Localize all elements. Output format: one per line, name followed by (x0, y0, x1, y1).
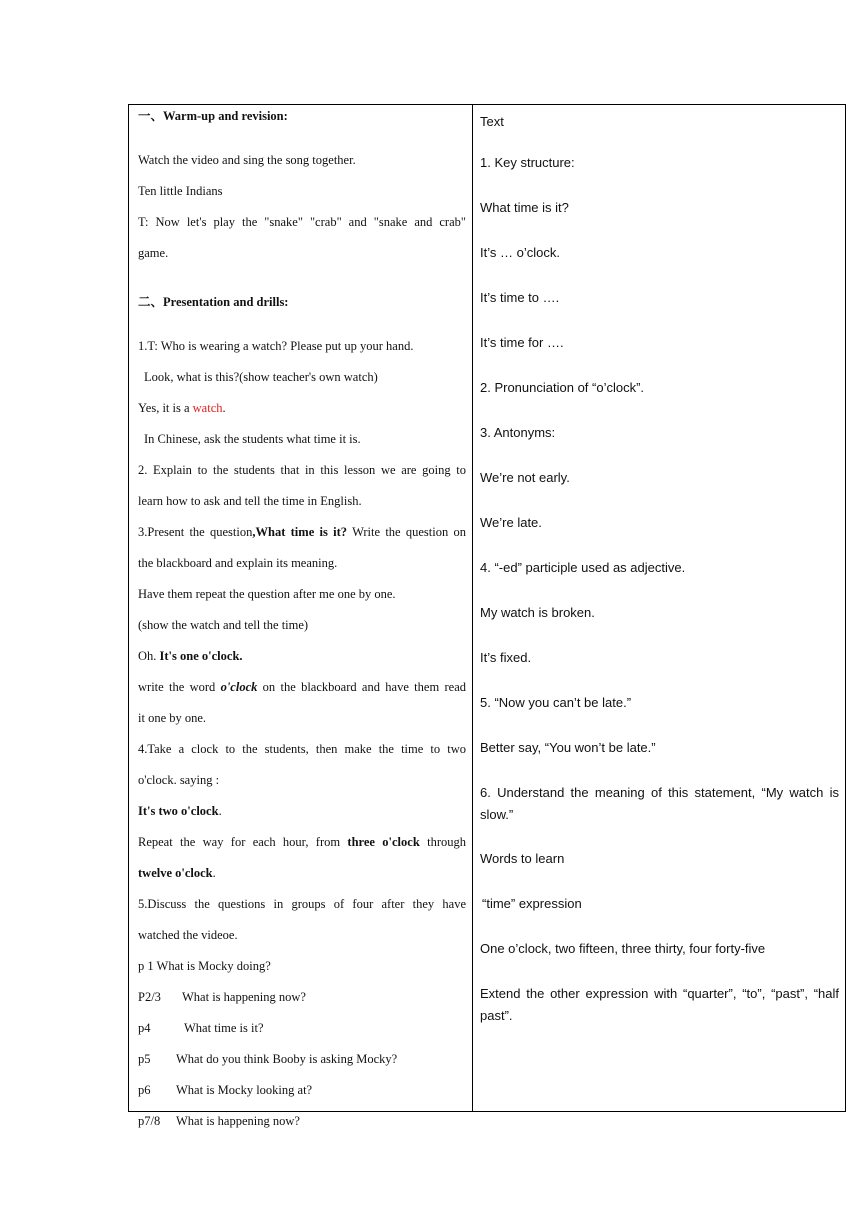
notes-line: One o’clock, two fifteen, three thirty, four forty-five (480, 941, 766, 956)
procedure-line: T: Now let's play the "snake" "crab" and "snake and crab" (138, 215, 466, 229)
procedure-line: Ten little Indians (138, 184, 223, 198)
lesson-plan-table (128, 104, 846, 1128)
notes-line: Text (480, 114, 504, 129)
procedure-line: Repeat the way for each hour, from three o'clock through (138, 835, 466, 849)
notes-line: It’s fixed. (480, 650, 532, 665)
question-line: p6 What is Mocky looking at? (138, 1083, 313, 1097)
question-line: P2/3 What is happening now? (138, 990, 306, 1004)
procedure-line: watched the videoe. (138, 928, 238, 942)
procedure-line: 5.Discuss the questions in groups of four after they have (138, 897, 466, 911)
notes-line: Better say, “You won’t be late.” (480, 740, 656, 755)
notes-line: What time is it? (480, 200, 569, 215)
notes-line: 4. “-ed” participle used as adjective. (480, 560, 686, 575)
notes-line: 6. Understand the meaning of this statement, “My watch is slow.” (480, 785, 839, 822)
notes-line: “time” expression (482, 896, 582, 911)
procedure-line: In Chinese, ask the students what time it is. (144, 432, 361, 446)
notes-line: Extend the other expression with “quarter”, “to”, “past”, “half past”. (480, 986, 839, 1023)
notes-line: 5. “Now you can’t be late.” (480, 695, 632, 710)
question-line: p7/8 What is happening now? (138, 1114, 300, 1128)
procedure-line: Look, what is this?(show teacher's own watch) (144, 370, 378, 384)
procedure-line: Watch the video and sing the song together. (138, 153, 356, 167)
question-line: p 1 What is Mocky doing? (138, 959, 271, 973)
procedure-line: Oh. It's one o'clock. (138, 649, 243, 663)
notes-line: 3. Antonyms: (480, 425, 556, 440)
procedure-line: Yes, it is a watch. (138, 401, 226, 415)
procedure-line: 3.Present the question,What time is it? Write the question on (138, 525, 467, 539)
procedure-line: Have them repeat the question after me one by one. (138, 587, 396, 601)
procedure-line: o'clock. saying : (138, 773, 220, 787)
notes-line: 1. Key structure: (480, 155, 575, 170)
notes-line: It’s … o’clock. (480, 245, 560, 260)
procedure-line: 4.Take a clock to the students, then make the time to two (138, 742, 466, 756)
notes-line: We’re not early. (480, 470, 570, 485)
procedure-line: learn how to ask and tell the time in English. (138, 494, 362, 508)
procedure-line: (show the watch and tell the time) (138, 618, 309, 632)
question-line: p4 What time is it? (138, 1021, 264, 1035)
procedure-line: the blackboard and explain its meaning. (138, 556, 338, 570)
question-line: p5 What do you think Booby is asking Mocky? (138, 1052, 398, 1066)
highlighted-word: watch (192, 401, 223, 415)
procedure-line: It's two o'clock. (138, 804, 222, 818)
presentation-heading: 二、Presentation and drills: (138, 295, 289, 309)
warmup-heading: 一、Warm-up and revision: (138, 109, 288, 123)
procedure-line: it one by one. (138, 711, 207, 725)
procedure-line: 2. Explain to the students that in this lesson we are going to (138, 463, 466, 477)
notes-line: We’re late. (480, 515, 542, 530)
procedure-cell (129, 105, 473, 1128)
notes-line: 2. Pronunciation of “o’clock”. (480, 380, 645, 395)
procedure-line: 1.T: Who is wearing a watch? Please put up your hand. (138, 339, 414, 353)
notes-line: It’s time to …. (480, 290, 560, 305)
notes-line: It’s time for …. (480, 335, 564, 350)
procedure-line: write the word o'clock on the blackboard and have them read (138, 680, 466, 694)
words-heading: Words to learn (480, 851, 565, 866)
text-notes-cell (473, 105, 846, 1112)
procedure-line: twelve o'clock. (138, 866, 216, 880)
procedure-line: game. (138, 246, 169, 260)
notes-line: My watch is broken. (480, 605, 595, 620)
